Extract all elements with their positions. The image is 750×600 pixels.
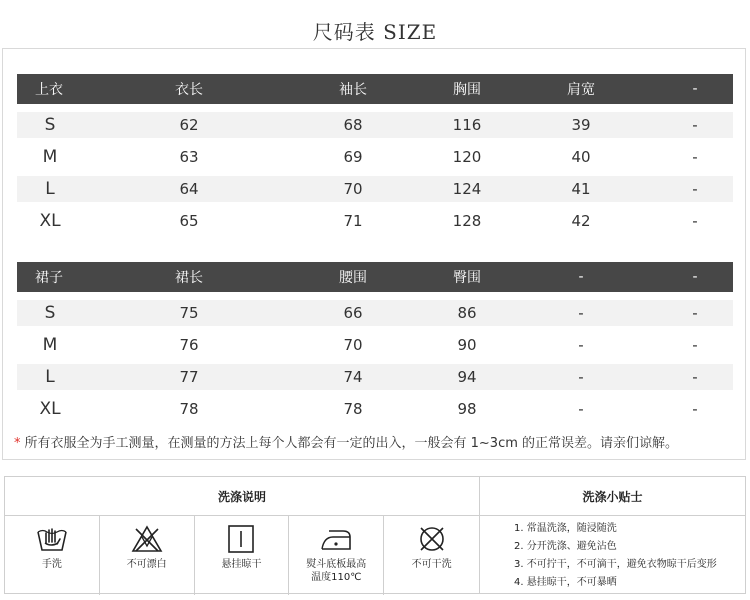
table-cell: 71 [343,212,363,230]
table-cell: - [692,336,698,354]
table-cell: 116 [452,116,482,134]
header-cell: 裙长 [175,270,203,286]
care-label: 手洗 [41,559,62,570]
care-item-iron [289,516,384,595]
list-item: 1. 常温洗涤，随浸随洗 [514,523,617,534]
care-instructions [4,476,746,594]
table-row [17,112,733,138]
table-cell: 65 [179,212,199,230]
skirts-size-table [17,262,733,422]
table-cell: 63 [179,148,199,166]
list-item: 3. 不可拧干，不可滴干，避免衣物晾干后变形 [514,559,717,570]
care-label-line: 温度110℃ [311,572,362,583]
size-label: M [42,147,58,167]
table-cell: 75 [179,304,199,322]
no-dry-clean-icon [415,524,449,554]
size-label: L [45,179,55,199]
header-cell: 上衣 [35,82,63,98]
table-cell: - [692,304,698,322]
table-cell: - [692,368,698,386]
table-cell: 62 [179,116,199,134]
table-cell: 70 [343,180,363,198]
note-text: 所有衣服全为手工测量，在测量的方法上每个人都会有一定的出入，一般会有 1~3cm 的正常误差。请亲们谅解。 [24,436,679,451]
hand-wash-icon [35,524,69,554]
table-cell: - [692,180,698,198]
washing-instructions-title: 洗涤说明 [5,477,479,516]
table-cell: 98 [457,400,477,418]
page-title: 尺码表 SIZE [312,20,438,44]
size-label: XL [39,399,61,419]
table-row [17,144,733,170]
table-header [17,74,733,104]
size-label: M [42,335,58,355]
table-cell: - [692,116,698,134]
table-cell: - [692,148,698,166]
table-header [17,262,733,292]
list-item: 4. 悬挂晾干，不可暴晒 [514,577,617,588]
care-label: 不可漂白 [126,559,167,570]
table-cell: 69 [343,148,363,166]
iron-icon [319,524,353,554]
size-label: L [45,367,55,387]
table-cell: 86 [457,304,477,322]
care-label [306,558,366,584]
size-label: S [44,115,56,135]
table-row [17,396,733,422]
header-cell: 臀围 [453,270,481,286]
table-cell: 40 [571,148,591,166]
table-cell: 68 [343,116,363,134]
table-row [17,176,733,202]
table-cell: 128 [452,212,482,230]
no-bleach-icon [130,524,164,554]
table-cell: 78 [343,400,363,418]
washing-tips [480,477,745,593]
table-cell: - [578,304,584,322]
header-cell: - [692,269,698,285]
table-cell: 77 [179,368,199,386]
header-cell: 裙子 [35,270,63,286]
table-cell: 41 [571,180,591,198]
care-label-line: 熨斗底板最高 [306,559,367,570]
asterisk: * [14,436,21,451]
care-item-hand-wash [5,516,100,595]
table-cell: 94 [457,368,477,386]
care-label: 不可干洗 [411,559,452,570]
table-cell: 74 [343,368,363,386]
header-cell: - [578,269,584,285]
tops-size-table [17,74,733,234]
measurement-note [14,432,678,451]
header-cell: 腰围 [339,270,367,286]
table-row [17,208,733,234]
header-cell: 肩宽 [567,82,595,98]
table-cell: 42 [571,212,591,230]
table-row [17,364,733,390]
care-label: 悬挂晾干 [221,559,262,570]
table-cell: 70 [343,336,363,354]
table-cell: - [578,336,584,354]
size-label: S [44,303,56,323]
care-item-hang-dry [195,516,290,595]
header-cell: 袖长 [339,82,367,98]
table-cell: 90 [457,336,477,354]
table-cell: 78 [179,400,199,418]
washing-tips-title: 洗涤小贴士 [480,477,745,516]
table-cell: 124 [452,180,482,198]
care-icons [5,516,479,595]
table-cell: - [692,400,698,418]
header-cell: - [692,81,698,97]
header-cell: 衣长 [175,82,203,98]
table-cell: 64 [179,180,199,198]
table-cell: 76 [179,336,199,354]
table-row [17,332,733,358]
header-cell: 胸围 [453,82,481,98]
table-cell: - [578,368,584,386]
table-cell: 39 [571,116,591,134]
care-item-no-dry-clean [384,516,479,595]
table-cell: - [578,400,584,418]
table-cell: - [692,212,698,230]
washing-instructions [5,477,480,593]
size-label: XL [39,211,61,231]
hang-dry-icon [224,524,258,554]
table-row [17,300,733,326]
table-cell: 120 [452,148,482,166]
table-cell: 66 [343,304,363,322]
tips-list [480,516,745,592]
care-item-no-bleach [100,516,195,595]
list-item: 2. 分开洗涤、避免沾色 [514,541,617,552]
